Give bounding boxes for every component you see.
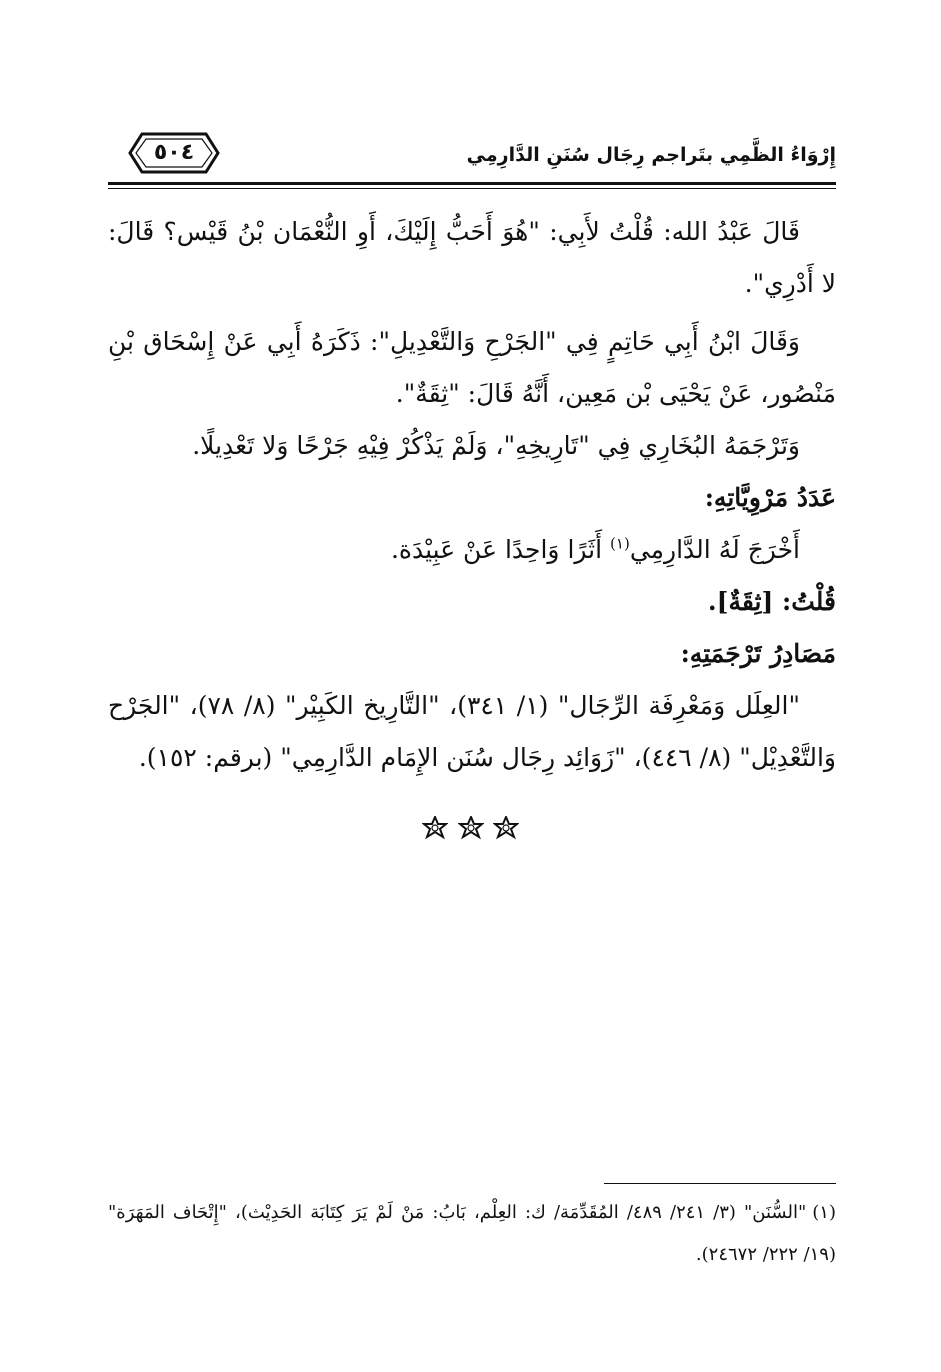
header-rule — [108, 182, 836, 185]
footnote-ref-1[interactable]: (١) — [610, 534, 630, 553]
footnote-1 — [108, 1192, 836, 1276]
footnote-number: (١) — [812, 1202, 836, 1223]
paragraph-4-tail: أَثَرًا وَاحِدًا عَنْ عَبِيْدَة. — [390, 535, 611, 564]
main-text — [108, 206, 836, 784]
paragraph-3: وَتَرْجَمَهُ البُخَارِي فِي "تَارِيخِهِ"، وَلَمْ يَذْكُرْ فِيْهِ جَرْحًا وَلا تَعْدِيلًا. — [192, 431, 800, 460]
section-separator — [0, 816, 941, 846]
star-ornament-icon — [458, 816, 484, 842]
footnotes — [108, 1192, 836, 1276]
star-ornament-icon — [493, 816, 519, 842]
page-header — [108, 128, 836, 188]
header-rule-thin — [108, 188, 836, 189]
page-number-frame — [128, 132, 220, 174]
page-number: ٥٠٤ — [153, 140, 195, 165]
paragraph-4-text: أَخْرَجَ لَهُ الدَّارِمِي — [629, 535, 800, 564]
verdict-label: قُلْتُ: — [781, 587, 836, 616]
paragraph-5 — [108, 576, 836, 628]
paragraph-1: قَالَ عَبْدُ الله: قُلْتُ لأَبِي: "هُوَ أَحَبُّ إِلَيْكَ، أَوِ النُّعْمَان بْنُ قَيْس؟ قَالَ: لا أَدْرِي". — [108, 217, 836, 298]
star-ornament-icon — [422, 816, 448, 842]
paragraph-6: "العِلَل وَمَعْرِفَة الرِّجَال" (١/ ٣٤١)، "التَّارِيخ الكَبِيْر" (٨/ ٧٨)، "الجَرْح وَالتَّعْدِيْل" (٨/ ٤٤٦)، "زَوَائِد رِجَال سُنَن الإِمَام الدَّارِمِي" (برقم: ١٥٢). — [108, 691, 836, 772]
footnote-text: "السُّنَن" (٣/ ٢٤١/ ٤٨٩/ المُقَدِّمَة/ ك: العِلْم، بَابُ: مَنْ لَمْ يَرَ كِتَابَة الحَدِيْث)، "إِتْحَاف المَهَرَة" (١٩/ ٢٢٢/ ٢٤٦٧٢). — [108, 1202, 836, 1265]
footnote-rule — [604, 1183, 836, 1184]
verdict-value: [ثِقَةٌ]. — [707, 587, 782, 616]
section-heading-sources: مَصَادِرُ تَرْجَمَتِهِ: — [680, 639, 836, 668]
running-title: إِرْوَاءُ الظَّمِي بتَراجم رِجَال سُنَنِ الدَّارِمِي — [466, 144, 836, 166]
paragraph-4 — [108, 524, 836, 576]
paragraph-2: وَقَالَ ابْنُ أَبِي حَاتِمٍ فِي "الجَرْحِ وَالتَّعْدِيلِ": ذَكَرَهُ أَبِي عَنْ إِسْحَاق بْنِ مَنْصُور، عَنْ يَحْيَى بْن مَعِين، أَنَّهُ قَالَ: "ثِقَةٌ". — [108, 327, 836, 408]
section-heading-narrations: عَدَدُ مَرْوِيَّاتِهِ: — [704, 483, 836, 512]
